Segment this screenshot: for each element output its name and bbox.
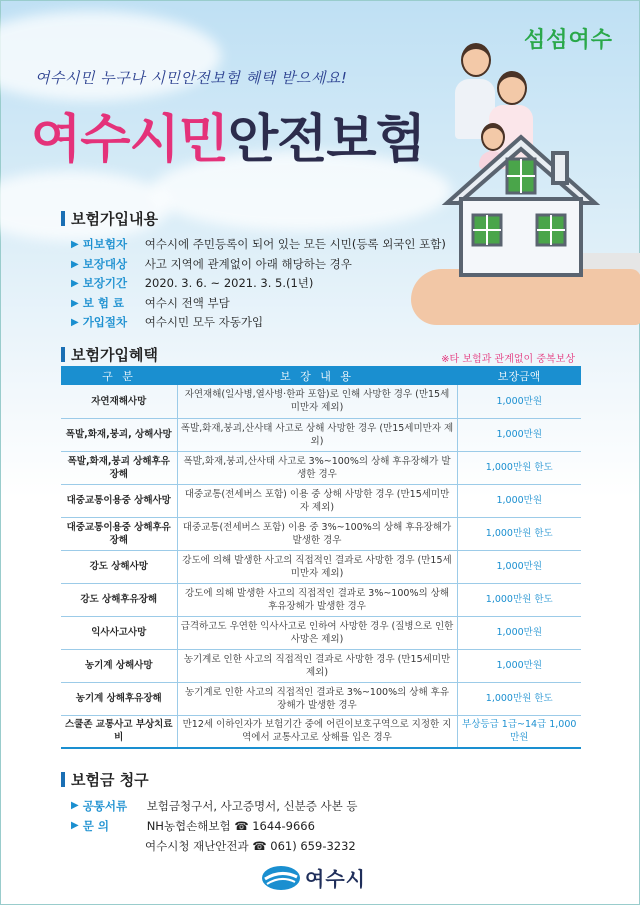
cloud xyxy=(0,171,171,241)
table-row xyxy=(61,583,581,616)
arrow-icon: ▶ xyxy=(71,820,79,831)
benefit-amount: 1,000만원 한도 xyxy=(457,682,581,715)
header-description: 보 장 내 용 xyxy=(177,366,457,385)
enrollment-label: 보장기간 xyxy=(82,276,128,290)
title-part-2: 안전보험 xyxy=(227,110,425,170)
enrollment-value: 사고 지역에 관계없이 아래 해당하는 경우 xyxy=(144,256,352,271)
enrollment-value: 여수시에 주민등록이 되어 있는 모든 시민(등록 외국인 포함) xyxy=(144,237,446,251)
enrollment-label: 피보험자 xyxy=(82,237,128,251)
benefits-note: ※타 보험과 관계없이 중복보상 xyxy=(441,354,575,365)
benefit-description: 급격하고도 우연한 익사사고로 인하여 사망한 경우 (질병으로 인한 사망은 제외) xyxy=(177,616,457,649)
arrow-icon: ▶ xyxy=(71,239,79,250)
benefit-category: 강도 상해사망 xyxy=(61,550,177,583)
benefit-category: 농기계 상해사망 xyxy=(61,649,177,682)
claim-contact-1: NH농협손해보험 ☎ 1644-9666 xyxy=(146,819,315,833)
claim-row xyxy=(71,816,358,836)
benefit-description: 강도에 의해 발생한 사고의 직접적인 결과로 3%~100%의 상해 후유장해가 발생한 경우 xyxy=(177,583,457,616)
arrow-icon: ▶ xyxy=(71,800,79,811)
house-icon xyxy=(441,131,601,281)
claim-row xyxy=(71,796,358,816)
benefit-description: 대중교통(전세버스 포함) 이용 중 상해 사망한 경우 (만15세미만자 제외) xyxy=(177,484,457,517)
benefit-description: 대중교통(전세버스 포함) 이용 중 3%~100%의 상해 후유장해가 발생한 경우 xyxy=(177,517,457,550)
enrollment-section-title xyxy=(61,208,158,229)
brand-logo xyxy=(524,23,613,54)
benefit-description: 폭발,화재,붕괴,산사태 사고로 3%~100%의 상해 후유장해가 발생한 경우 xyxy=(177,451,457,484)
benefit-amount: 1,000만원 xyxy=(457,550,581,583)
benefit-amount: 1,000만원 xyxy=(457,418,581,451)
enrollment-value: 여수시 전액 부담 xyxy=(144,295,230,310)
claim-row xyxy=(71,836,358,856)
table-row xyxy=(61,550,581,583)
benefit-description: 자연재해(일사병,열사병·한파 포함)로 인해 사망한 경우 (만15세 미만자 제외) xyxy=(177,385,457,418)
enrollment-label: 보 험 료 xyxy=(82,295,125,310)
enrollment-label: 가입절차 xyxy=(82,315,128,329)
enrollment-row xyxy=(71,235,446,255)
city-name: 여수시 xyxy=(305,867,366,891)
city-emblem-icon xyxy=(261,865,301,891)
benefit-description: 농기계로 인한 사고의 직접적인 결과로 사망한 경우 (만15세미만 제외) xyxy=(177,649,457,682)
arrow-icon: ▶ xyxy=(71,297,79,309)
claim-contact-label: 문 의 xyxy=(82,819,109,833)
subtitle: 여수시민 누구나 시민안전보험 혜택 받으세요! xyxy=(35,69,348,87)
benefit-description: 폭발,화재,붕괴,산사태 사고로 상해 사망한 경우 (만15세미만자 제외) xyxy=(177,418,457,451)
brand-logo-text: 섬섬여수 xyxy=(523,28,613,53)
benefits-section-title-text: 보험가입혜택 xyxy=(71,346,158,364)
arrow-icon: ▶ xyxy=(71,317,79,328)
claim-documents-label: 공통서류 xyxy=(82,799,128,813)
table-row xyxy=(61,682,581,715)
table-row xyxy=(61,418,581,451)
enrollment-value: 여수시민 모두 자동가입 xyxy=(144,315,264,329)
benefit-description: 만12세 이하인자가 보험기간 중에 어린이보호구역으로 지정한 지역에서 교통사고로 상해를 입은 경우 xyxy=(177,715,457,748)
table-row xyxy=(61,484,581,517)
enrollment-row xyxy=(71,313,446,333)
claim-section-title xyxy=(61,769,149,790)
benefit-category: 스쿨존 교통사고 부상치료비 xyxy=(61,715,177,748)
benefit-category: 폭발,화재,붕괴, 상해사망 xyxy=(61,418,177,451)
benefit-amount: 1,000만원 한도 xyxy=(457,517,581,550)
enrollment-label: 보장대상 xyxy=(82,256,128,271)
benefits-table xyxy=(61,366,581,749)
claim-documents-value: 보험금청구서, 사고증명서, 신분증 사본 등 xyxy=(146,799,358,813)
arrow-icon: ▶ xyxy=(71,258,79,270)
benefit-category: 강도 상해후유장해 xyxy=(61,583,177,616)
page-title xyxy=(31,97,425,172)
benefit-amount: 1,000만원 한도 xyxy=(457,451,581,484)
enrollment-value: 2020. 3. 6. ~ 2021. 3. 5.(1년) xyxy=(144,276,314,290)
claim-contact-2: 여수시청 재난안전과 ☎ 061) 659-3232 xyxy=(145,839,356,853)
benefit-category: 대중교통이용중 상해사망 xyxy=(61,484,177,517)
city-logo xyxy=(261,863,366,892)
claim-section-title-text: 보험금 청구 xyxy=(71,771,149,789)
enrollment-row xyxy=(71,274,446,294)
benefit-category: 익사사고사망 xyxy=(61,616,177,649)
table-header-row xyxy=(61,366,581,385)
table-row xyxy=(61,517,581,550)
benefit-description: 강도에 의해 발생한 사고의 직접적인 결과로 사망한 경우 (만15세미만자 제외) xyxy=(177,550,457,583)
benefits-section-title xyxy=(61,344,158,365)
benefit-category: 농기계 상해후유장해 xyxy=(61,682,177,715)
benefit-amount: 1,000만원 한도 xyxy=(457,583,581,616)
benefit-category: 자연재해사망 xyxy=(61,385,177,418)
benefit-amount: 1,000만원 xyxy=(457,616,581,649)
header-category: 구 분 xyxy=(61,366,177,385)
benefit-category: 폭발,화재,붕괴 상해후유장해 xyxy=(61,451,177,484)
enrollment-row xyxy=(71,255,446,275)
arrow-icon: ▶ xyxy=(71,278,79,289)
header-amount: 보장금액 xyxy=(457,366,581,385)
enrollment-section-title-text: 보험가입내용 xyxy=(71,210,158,228)
benefit-category: 대중교통이용중 상해후유장해 xyxy=(61,517,177,550)
table-row xyxy=(61,715,581,748)
benefit-description: 농기계로 인한 사고의 직접적인 결과로 3%~100%의 상해 후유장해가 발생한 경우 xyxy=(177,682,457,715)
title-part-1: 여수시민 xyxy=(31,110,228,170)
benefit-amount: 1,000만원 xyxy=(457,385,581,418)
table-row xyxy=(61,451,581,484)
table-row xyxy=(61,649,581,682)
claim-list xyxy=(71,796,358,856)
enrollment-row xyxy=(71,294,446,314)
enrollment-list xyxy=(71,235,446,333)
benefit-amount: 부상등급 1급~14급 1,000만원 xyxy=(457,715,581,748)
table-row xyxy=(61,385,581,418)
benefit-amount: 1,000만원 xyxy=(457,484,581,517)
benefit-amount: 1,000만원 xyxy=(457,649,581,682)
table-row xyxy=(61,616,581,649)
